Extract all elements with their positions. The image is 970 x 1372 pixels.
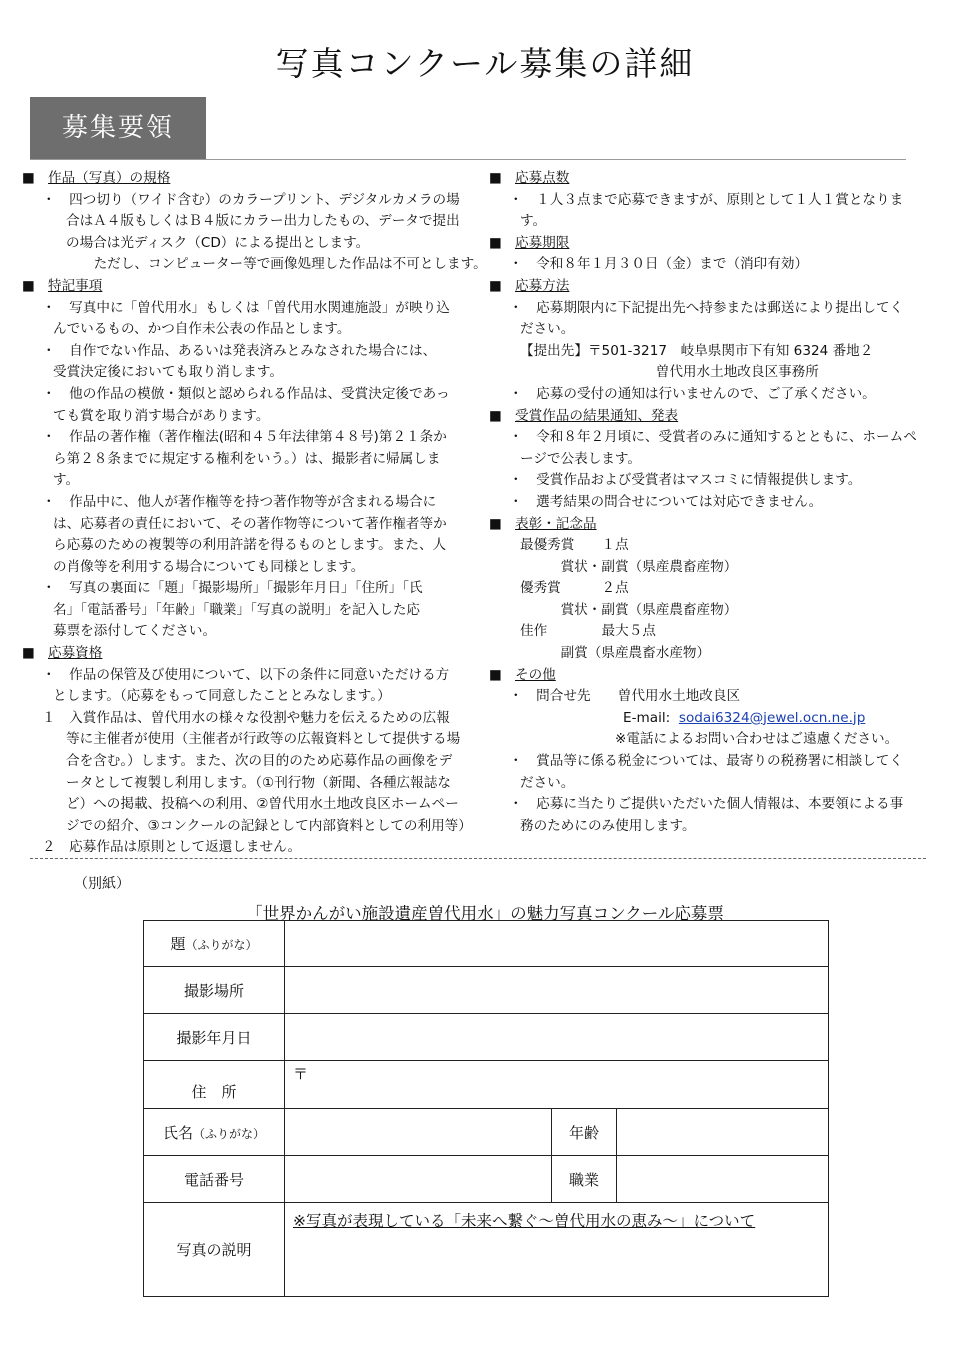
square-bullet-icon: ■ bbox=[489, 515, 502, 532]
body-text-line: ・ 受賞作品および受賞者はマスコミに情報提供します。 bbox=[509, 472, 862, 489]
banner-divider bbox=[30, 159, 906, 160]
body-text-line: 合はＡ４版もしくはＢ４版にカラー出力したもの、データで提出 bbox=[66, 213, 460, 230]
email-label: E-mail: bbox=[623, 709, 671, 726]
square-bullet-icon: ■ bbox=[489, 170, 502, 186]
body-text-line: ・ 写真の裏面に「題」「撮影場所」「撮影年月日」「住所」「氏 bbox=[42, 580, 423, 597]
email-link[interactable]: sodai6324@jewel.ocn.ne.jp bbox=[678, 709, 866, 726]
body-text-line: 等に主催者が使用（主催者が行政等の広報資料として提供する場 bbox=[66, 731, 461, 748]
age-field[interactable] bbox=[617, 1109, 829, 1156]
section-banner: 募集要領 bbox=[30, 97, 206, 159]
date-label: 撮影年月日 bbox=[144, 1014, 285, 1061]
postal-mark: 〒 bbox=[293, 1065, 309, 1083]
form-row-phone bbox=[144, 1156, 829, 1203]
body-text-line: ※電話によるお問い合わせはご遠慮ください。 bbox=[547, 731, 899, 748]
body-text-line: ・ 作品中に、他人が著作権等を持つ著作物等が含まれる場合に bbox=[42, 493, 437, 510]
body-text-line: は、応募者の責任において、その著作物等について著作権者等か bbox=[53, 515, 447, 532]
phone-label: 電話番号 bbox=[144, 1156, 285, 1203]
location-label: 撮影場所 bbox=[144, 967, 285, 1014]
body-text-line: 賞状・副賞（県産農畜産物） bbox=[547, 601, 738, 618]
section-heading-text: 受賞作品の結果通知、発表 bbox=[515, 407, 679, 424]
body-text-line: ・ 作品の保管及び使用について、以下の条件に同意いただける方 bbox=[42, 666, 450, 683]
square-bullet-icon: ■ bbox=[22, 277, 35, 294]
body-text-line: ださい。 bbox=[520, 321, 575, 338]
body-text-line: 【提出先】〒501-3217 岐阜県関市下有知 6324 番地２ bbox=[520, 342, 874, 359]
date-field[interactable] bbox=[285, 1014, 829, 1061]
entry-form-table bbox=[143, 920, 829, 1297]
description-hint: ※写真が表現している「未来へ繋ぐ～曽代用水の恵み～」について bbox=[293, 1212, 756, 1230]
body-text-line: ら第２８条までに規定する権利をいう。）は、撮影者に帰属しま bbox=[53, 450, 441, 467]
name-label-text: 氏名 bbox=[162, 1123, 193, 1142]
title-field[interactable] bbox=[285, 921, 829, 967]
location-field[interactable] bbox=[285, 967, 829, 1014]
body-text-line: 最優秀賞 １点 bbox=[520, 537, 629, 554]
title-furigana-note: （ふりがな） bbox=[185, 938, 258, 952]
form-row-title bbox=[144, 921, 829, 967]
section-heading bbox=[489, 233, 939, 255]
body-text-line: ・ 写真中に「曽代用水」もしくは「曽代用水関連施設」が映り込 bbox=[42, 299, 450, 316]
body-text-line: 優秀賞 ２点 bbox=[520, 580, 629, 597]
body-text-line: ージで公表します。 bbox=[520, 450, 641, 467]
body-text-line: １ 入賞作品は、曽代用水の様々な役割や魅力を伝えるための広報 bbox=[42, 709, 450, 726]
body-text-line: ・ 選考結果の問合せについては対応できません。 bbox=[509, 493, 823, 510]
body-text-line: とします。（応募をもって同意したこととみなします。） bbox=[53, 688, 391, 705]
body-text-line: ても賞を取り消す場合があります。 bbox=[53, 407, 270, 424]
section-heading bbox=[22, 276, 484, 298]
body-text-line: ジでの紹介、③コンクールの記録として内部資料としての利用等） bbox=[66, 817, 472, 834]
section-heading-text: その他 bbox=[515, 666, 556, 683]
section-heading bbox=[22, 643, 484, 665]
body-text-line: ・ 応募の受付の通知は行いませんので、ご了承ください。 bbox=[509, 385, 876, 402]
body-text-line: の肖像等を利用する場合についても同様とします。 bbox=[53, 558, 365, 575]
body-text-line: ・ 令和８年２月頃に、受賞者のみに通知するとともに、ホームペ bbox=[509, 429, 917, 446]
form-row-address bbox=[144, 1061, 829, 1109]
body-text-line: ・ 他の作品の模倣・類似と認められる作品は、受賞決定後であっ bbox=[42, 385, 450, 402]
page-title: 写真コンクール募集の詳細 bbox=[275, 44, 695, 83]
body-text-line: ・ 応募に当たりご提供いただいた個人情報は、本要領による事 bbox=[509, 796, 904, 813]
form-row-date bbox=[144, 1014, 829, 1061]
section-heading-text: 応募期限 bbox=[515, 234, 570, 251]
title-label bbox=[144, 921, 285, 967]
phone-field[interactable] bbox=[285, 1156, 552, 1203]
body-text-line: 合を含む。）します。また、次の目的のため応募作品の画像をデ bbox=[66, 753, 453, 770]
section-heading bbox=[489, 514, 939, 536]
square-bullet-icon: ■ bbox=[489, 407, 502, 424]
square-bullet-icon: ■ bbox=[489, 277, 502, 294]
body-text-line: す。 bbox=[520, 213, 547, 230]
section-heading-text: 作品（写真）の規格 bbox=[48, 170, 171, 186]
section-heading bbox=[489, 168, 939, 190]
entry-form-title: 「世界かんがい施設遺産曽代用水」の魅力写真コンクール応募票 bbox=[246, 904, 724, 923]
body-text-line: ・ 四つ切り（ワイド含む）のカラープリント、デジタルカメラの場 bbox=[42, 191, 460, 208]
body-text-line: ・ １人３点まで応募できますが、原則として１人１賞となりま bbox=[509, 191, 904, 208]
body-text-line: ータとして複製し利用します。（①刊行物（新聞、各種広報誌な bbox=[66, 774, 451, 791]
square-bullet-icon: ■ bbox=[22, 170, 35, 186]
body-text-line: ら応募のための複製等の利用許諾を得るものとします。また、人 bbox=[53, 537, 447, 554]
occupation-field[interactable] bbox=[617, 1156, 829, 1203]
left-column bbox=[22, 168, 487, 859]
body-text-line: ・ 作品の著作権（著作権法(昭和４５年法律第４８号)第２１条か bbox=[42, 429, 447, 446]
cut-line-divider bbox=[30, 858, 926, 859]
section-heading-text: 応募方法 bbox=[515, 277, 570, 294]
body-text-line: ・ 問合せ先 曽代用水土地改良区 bbox=[509, 688, 741, 705]
name-furigana-note: （ふりがな） bbox=[193, 1126, 266, 1141]
body-text-line: ど）への掲載、投稿への利用、②曽代用水土地改良区ホームペー bbox=[66, 796, 459, 813]
section-heading bbox=[489, 406, 939, 428]
form-row-location bbox=[144, 967, 829, 1014]
name-field[interactable] bbox=[285, 1109, 552, 1156]
section-heading bbox=[22, 168, 484, 190]
body-text-line: ただし、コンピューター等で画像処理した作品は不可とします。 bbox=[80, 256, 487, 273]
address-field[interactable] bbox=[285, 1061, 829, 1109]
name-label bbox=[144, 1109, 285, 1156]
body-text-line: んでいるもの、かつ自作未公表の作品とします。 bbox=[53, 321, 351, 338]
section-heading-text: 表彰・記念品 bbox=[515, 515, 597, 532]
square-bullet-icon: ■ bbox=[489, 234, 502, 251]
section-heading-text: 応募点数 bbox=[515, 170, 570, 186]
section-heading-text: 応募資格 bbox=[48, 645, 103, 662]
body-text-line: 名」「電話番号」「年齢」「職業」「写真の説明」を記入した応 bbox=[53, 601, 421, 618]
title-label-text: 題 bbox=[170, 935, 186, 953]
attachment-label: （別紙） bbox=[74, 876, 130, 892]
square-bullet-icon: ■ bbox=[22, 645, 35, 662]
body-text-line: 賞状・副賞（県産農畜産物） bbox=[547, 558, 738, 575]
right-column bbox=[489, 168, 939, 837]
description-label: 写真の説明 bbox=[144, 1203, 285, 1297]
body-text-line: す。 bbox=[53, 472, 80, 489]
body-text-line: 募票を添付してください。 bbox=[53, 623, 217, 640]
body-text-line: 佳作 最大５点 bbox=[520, 623, 656, 640]
email-line bbox=[489, 708, 939, 730]
body-text-line: ださい。 bbox=[520, 774, 575, 791]
body-text-line: ・ 応募期限内に下記提出先へ持参または郵送により提出してく bbox=[509, 299, 904, 316]
body-text-line: ・ 令和８年１月３０日（金）まで（消印有効） bbox=[509, 256, 809, 273]
section-heading bbox=[489, 665, 939, 687]
body-text-line: 副賞（県産農畜水産物） bbox=[547, 645, 711, 662]
body-text-line: ・ 賞品等に係る税金については、最寄りの税務署に相談してく bbox=[509, 753, 903, 770]
description-field[interactable] bbox=[285, 1203, 829, 1297]
form-row-name bbox=[144, 1109, 829, 1156]
section-heading bbox=[489, 276, 939, 298]
address-label: 住 所 bbox=[144, 1061, 285, 1109]
section-heading-text: 特記事項 bbox=[48, 277, 103, 294]
body-text-line: 務のためにのみ使用します。 bbox=[520, 817, 696, 834]
form-row-description bbox=[144, 1203, 829, 1297]
body-text-line: の場合は光ディスク（CD）による提出とします。 bbox=[66, 234, 370, 251]
occupation-label: 職業 bbox=[552, 1156, 617, 1203]
body-text-line: ２ 応募作品は原則として返還しません。 bbox=[42, 839, 302, 856]
square-bullet-icon: ■ bbox=[489, 666, 502, 683]
body-text-line: 曽代用水土地改良区事務所 bbox=[547, 364, 819, 381]
body-text-line: ・ 自作でない作品、あるいは発表済みとみなされた場合には、 bbox=[42, 342, 437, 359]
body-text-line: 受賞決定後においても取り消します。 bbox=[53, 364, 284, 381]
age-label: 年齢 bbox=[552, 1109, 617, 1156]
